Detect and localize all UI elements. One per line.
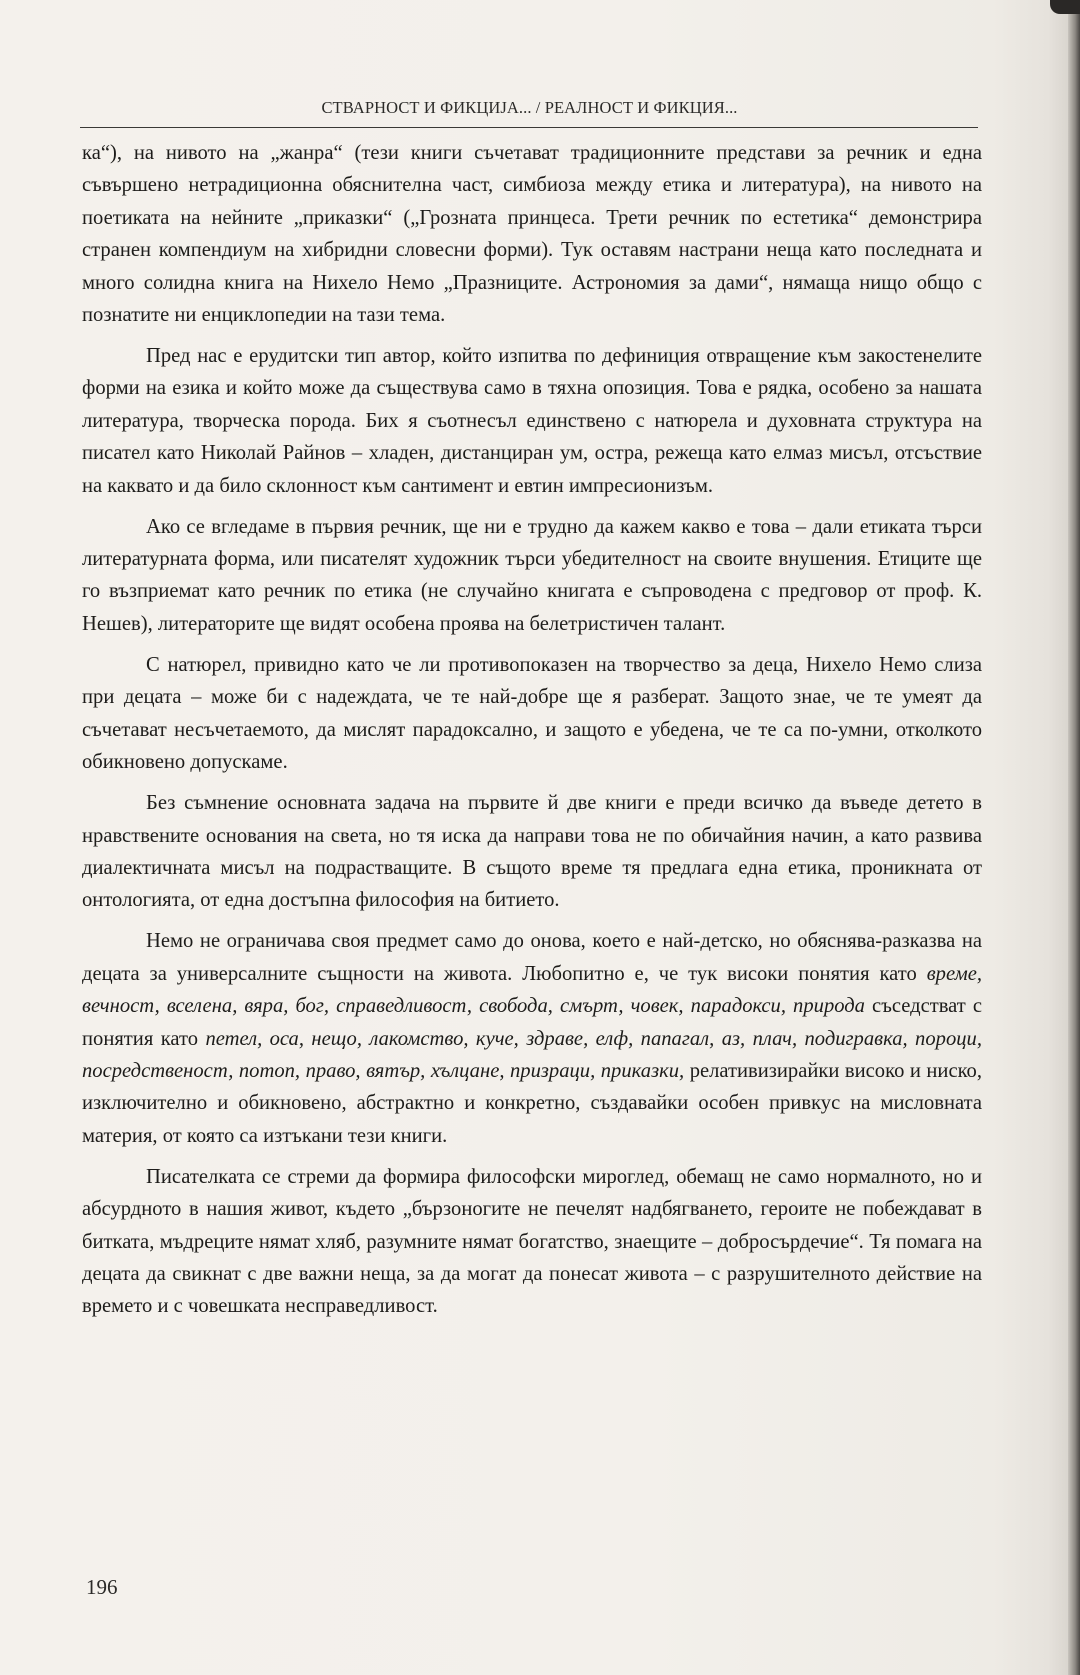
paragraph-text: съседстват с понятия като — [82, 995, 982, 1050]
page-number: 196 — [86, 1575, 118, 1599]
paragraph: Ако се вгледаме в първия речник, ще ни е трудно да кажем какво е това – дали етиката търси литературната форма, или писателят художник търси убедителност на своите внушения. Етиците ще го възприемат като речник по етика (не случайно книгата е съпроводена с предговор от проф. К. Нешев), литераторите ще видят особена проява на белетристичен талант. — [82, 515, 982, 635]
paragraph: С натюрел, привидно като че ли противопоказен на творчество за деца, Нихело Немо слиза при децата – може би с надеждата, че те най-добре ще я разберат. Защото знае, че те умеят да съчетават несъчетаемото, да мислят парадоксално, и защото е убедена, че те са по-умни, отколкото обикновено допускаме. — [82, 653, 982, 774]
italic-concepts-low: петел, оса, нещо, лакомство, куче, здраве, елф, папагал, аз, плач, подигравка, пороци, посредственост, потоп, право, вятър, хълцане, призраци, приказки, — [82, 1027, 982, 1082]
paragraph: ка“), на нивото на „жанра“ (тези книги съчетават традиционните представи за речник и една съвършено нетрадиционна обяснителна част, симбиоза между етика и литература), на нивото на поетиката на нейните „приказки“ („Грозната принцеса. Трети речник по естетика“ демонстрира странен компендиум на хибридни словесни форми). Тук оставям настрани неща като последната и много солидна книга на Нихело Немо „Празниците. Астрономия за дами“, нямаща нищо общо с познатите ни енциклопедии на тази тема. — [82, 142, 982, 327]
paragraph-text: Немо не ограничава своя предмет само до онова, което е най-детско, но обяснява-разказва на децата за универсалните същности на живота. Любопитно е, че тук високи понятия като — [82, 930, 982, 985]
running-head: СТВАРНОСТ И ФИКЦИЈА... / РЕАЛНОСТ И ФИКЦИЯ... — [321, 98, 738, 117]
body-text — [82, 137, 982, 1323]
paragraph: Без съмнение основната задача на първите й две книги е преди всичко да въведе детето в нравствените основания на света, но тя иска да направи това не по обичайния начин, а като развива диалектичната мисъл на подрастващите. В същото време тя предлага една етика, проникната от онтологията, от една достъпна философия на битието. — [82, 792, 982, 912]
paragraph: Пред нас е ерудитски тип автор, който изпитва по дефиниция отвращение към закостенелите форми на езика и който може да съществува само в тяхна опозиция. Това е рядка, особено за нашата литература, творческа порода. Бих я съотнесъл единствено с натюрела и духовната структура на писател като Николай Райнов – хладен, дистанциран ум, остра, режеща като елмаз мисъл, отсъствие на каквато и да било склонност към сантимент и евтин импресионизъм. — [82, 345, 982, 497]
page-edge-shadow — [1068, 0, 1080, 1675]
header-rule — [80, 127, 978, 128]
italic-concepts-high: време, вечност, вселена, вяра, бог, справедливост, свобода, смърт, човек, парадокси, природа — [82, 962, 982, 1018]
paragraph: Писателката се стреми да формира философски мироглед, обемащ не само нормалното, но и абсурдното в нашия живот, където „бързоногите не печелят надбягването, героите не побеждават в битката, мъдреците нямат хляб, разумните нямат богатство, знаещите – добросърдечие“. Тя помага на децата да свикнат с две важни неща, за да могат да понесат живота – с разрушителното действие на времето и с човешката несправедливост. — [82, 1165, 982, 1318]
scan-corner — [1050, 0, 1080, 14]
paragraph — [82, 925, 982, 1152]
paragraph-text: релативизирайки високо и ниско, изключително и обикновено, абстрактно и конкретно, създавайки особен привкус на мисловната материя, от която са изтъкани тези книги. — [82, 1059, 982, 1147]
